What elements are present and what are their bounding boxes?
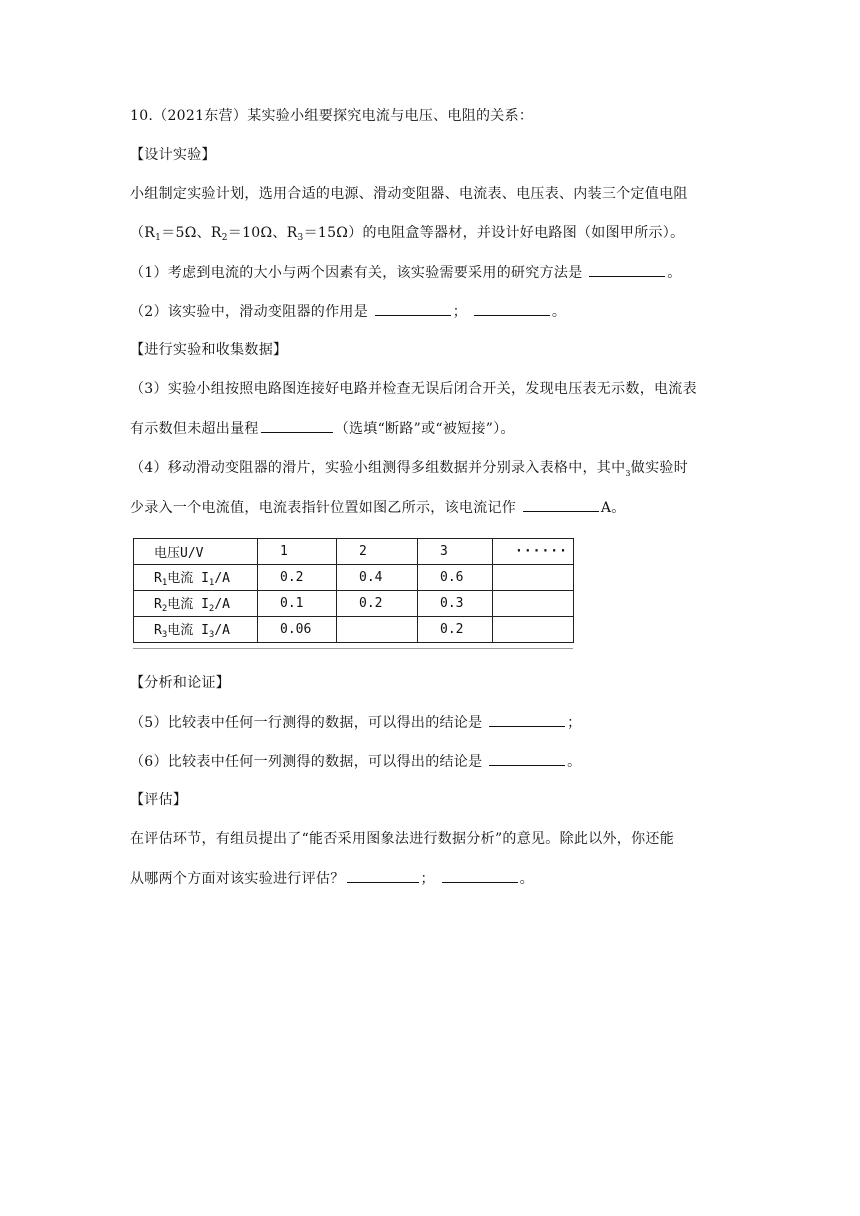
question-3-line2 [130, 418, 515, 439]
q4-text-c: 少录入一个电流值，电流表指针位置如图乙所示，该电流记作 [130, 500, 517, 516]
design-text-a: （R [130, 225, 156, 241]
design-paragraph-line2 [130, 223, 684, 248]
eval-separator: ； [420, 871, 435, 887]
q4-sub: 3 [625, 469, 631, 478]
design-paragraph-line1: 小组制定实验计划，选用合适的电源、滑动变阻器、电流表、电压表、内装三个定值电阻 [130, 186, 688, 202]
evaluate-line1: 在评估环节，有组员提出了“能否采用图象法进行数据分析”的意见。除此以外，你还能 [130, 831, 675, 847]
data-table [133, 538, 574, 643]
table-header-cell: ······ [493, 539, 574, 565]
row-label: $R_1$电流 $I_1/A$ [134, 565, 258, 591]
table-row [134, 591, 574, 617]
row-label: $R_2$电流 $I_2/A$ [134, 591, 258, 617]
section-evaluate-heading: 【评估】 [130, 792, 188, 808]
q2-end: 。 [551, 304, 567, 320]
table-cell [337, 617, 418, 643]
question-1 [130, 262, 682, 283]
table-header-cell: 3 [418, 539, 493, 565]
table-header-cell: 1 [258, 539, 337, 565]
design-text-b: ＝5Ω、R [161, 225, 222, 241]
table-row [134, 617, 574, 643]
q2-answer-blank-2[interactable] [474, 301, 550, 316]
design-text-c: ＝10Ω、R [227, 225, 298, 241]
table-header-row [134, 539, 574, 565]
eval-end: 。 [519, 871, 534, 887]
evaluate-line2 [130, 868, 534, 889]
question-4-line1 [130, 458, 688, 484]
subscript-1: 1 [155, 233, 162, 243]
subscript-2: 2 [221, 233, 228, 243]
q3-text-a: 有示数但未超出量程 [130, 421, 259, 437]
q5-answer-blank[interactable] [489, 712, 565, 727]
section-analysis-heading: 【分析和论证】 [130, 675, 231, 691]
q5-text: （5）比较表中任何一行测得的数据，可以得出的结论是 [130, 715, 483, 731]
q2-answer-blank-1[interactable] [375, 301, 451, 316]
q4-unit: A。 [600, 500, 626, 516]
row-label: $R_3$电流 $I_3/A$ [134, 617, 258, 643]
eval-answer-blank-1[interactable] [347, 868, 419, 883]
table-cell [493, 617, 574, 643]
table-cell: 0.2 [418, 617, 493, 643]
q5-end: ； [567, 715, 582, 731]
q4-answer-blank[interactable] [523, 497, 599, 512]
q2-separator: ； [452, 304, 468, 320]
section-experiment-heading: 【进行实验和收集数据】 [130, 342, 288, 358]
question-5 [130, 712, 581, 733]
q2-text: （2）该实验中，滑动变阻器的作用是 [130, 304, 369, 320]
question-2 [130, 301, 566, 322]
q3-text-b: （选填“断路”或“被短接”）。 [334, 421, 515, 437]
q4-text-b: 做实验时 [630, 460, 688, 476]
question-4-line2 [130, 497, 626, 518]
q6-answer-blank[interactable] [489, 751, 565, 766]
table-cell: 0.1 [258, 591, 337, 617]
table-cell: 0.2 [258, 565, 337, 591]
question-6 [130, 751, 581, 772]
table-header-cell: 2 [337, 539, 418, 565]
subscript-3: 3 [297, 233, 304, 243]
eval-answer-blank-2[interactable] [442, 868, 518, 883]
table-row [134, 565, 574, 591]
q1-answer-blank[interactable] [589, 262, 665, 277]
q6-end: 。 [567, 754, 582, 770]
table-cell: 0.2 [337, 591, 418, 617]
table-cell [493, 591, 574, 617]
question-title: 10.（2021东营）某实验小组要探究电流与电压、电阻的关系： [130, 108, 534, 124]
q3-answer-blank[interactable] [261, 418, 333, 433]
q6-text: （6）比较表中任何一列测得的数据，可以得出的结论是 [130, 754, 483, 770]
table-cell: 0.06 [258, 617, 337, 643]
table-cell: 0.6 [418, 565, 493, 591]
eval-text: 从哪两个方面对该实验进行评估？ [130, 871, 345, 887]
q1-end: 。 [667, 265, 682, 281]
table-cell: 0.3 [418, 591, 493, 617]
design-text-d: ＝15Ω）的电阻盒等器材，并设计好电路图（如图甲所示）。 [303, 225, 685, 241]
section-design-heading: 【设计实验】 [130, 147, 216, 163]
table-header-cell: 电压U/V [134, 539, 258, 565]
question-3-line1: （3）实验小组按照电路图连接好电路并检查无误后闭合开关，发现电压表无示数，电流表 [130, 381, 697, 397]
table-scan-edge [133, 648, 573, 649]
q1-text: （1）考虑到电流的大小与两个因素有关，该实验需要采用的研究方法是 [130, 265, 583, 281]
q4-text-a: （4）移动滑动变阻器的滑片，实验小组测得多组数据并分别录入表格中，其中 [130, 460, 626, 476]
table-cell [493, 565, 574, 591]
table-cell: 0.4 [337, 565, 418, 591]
